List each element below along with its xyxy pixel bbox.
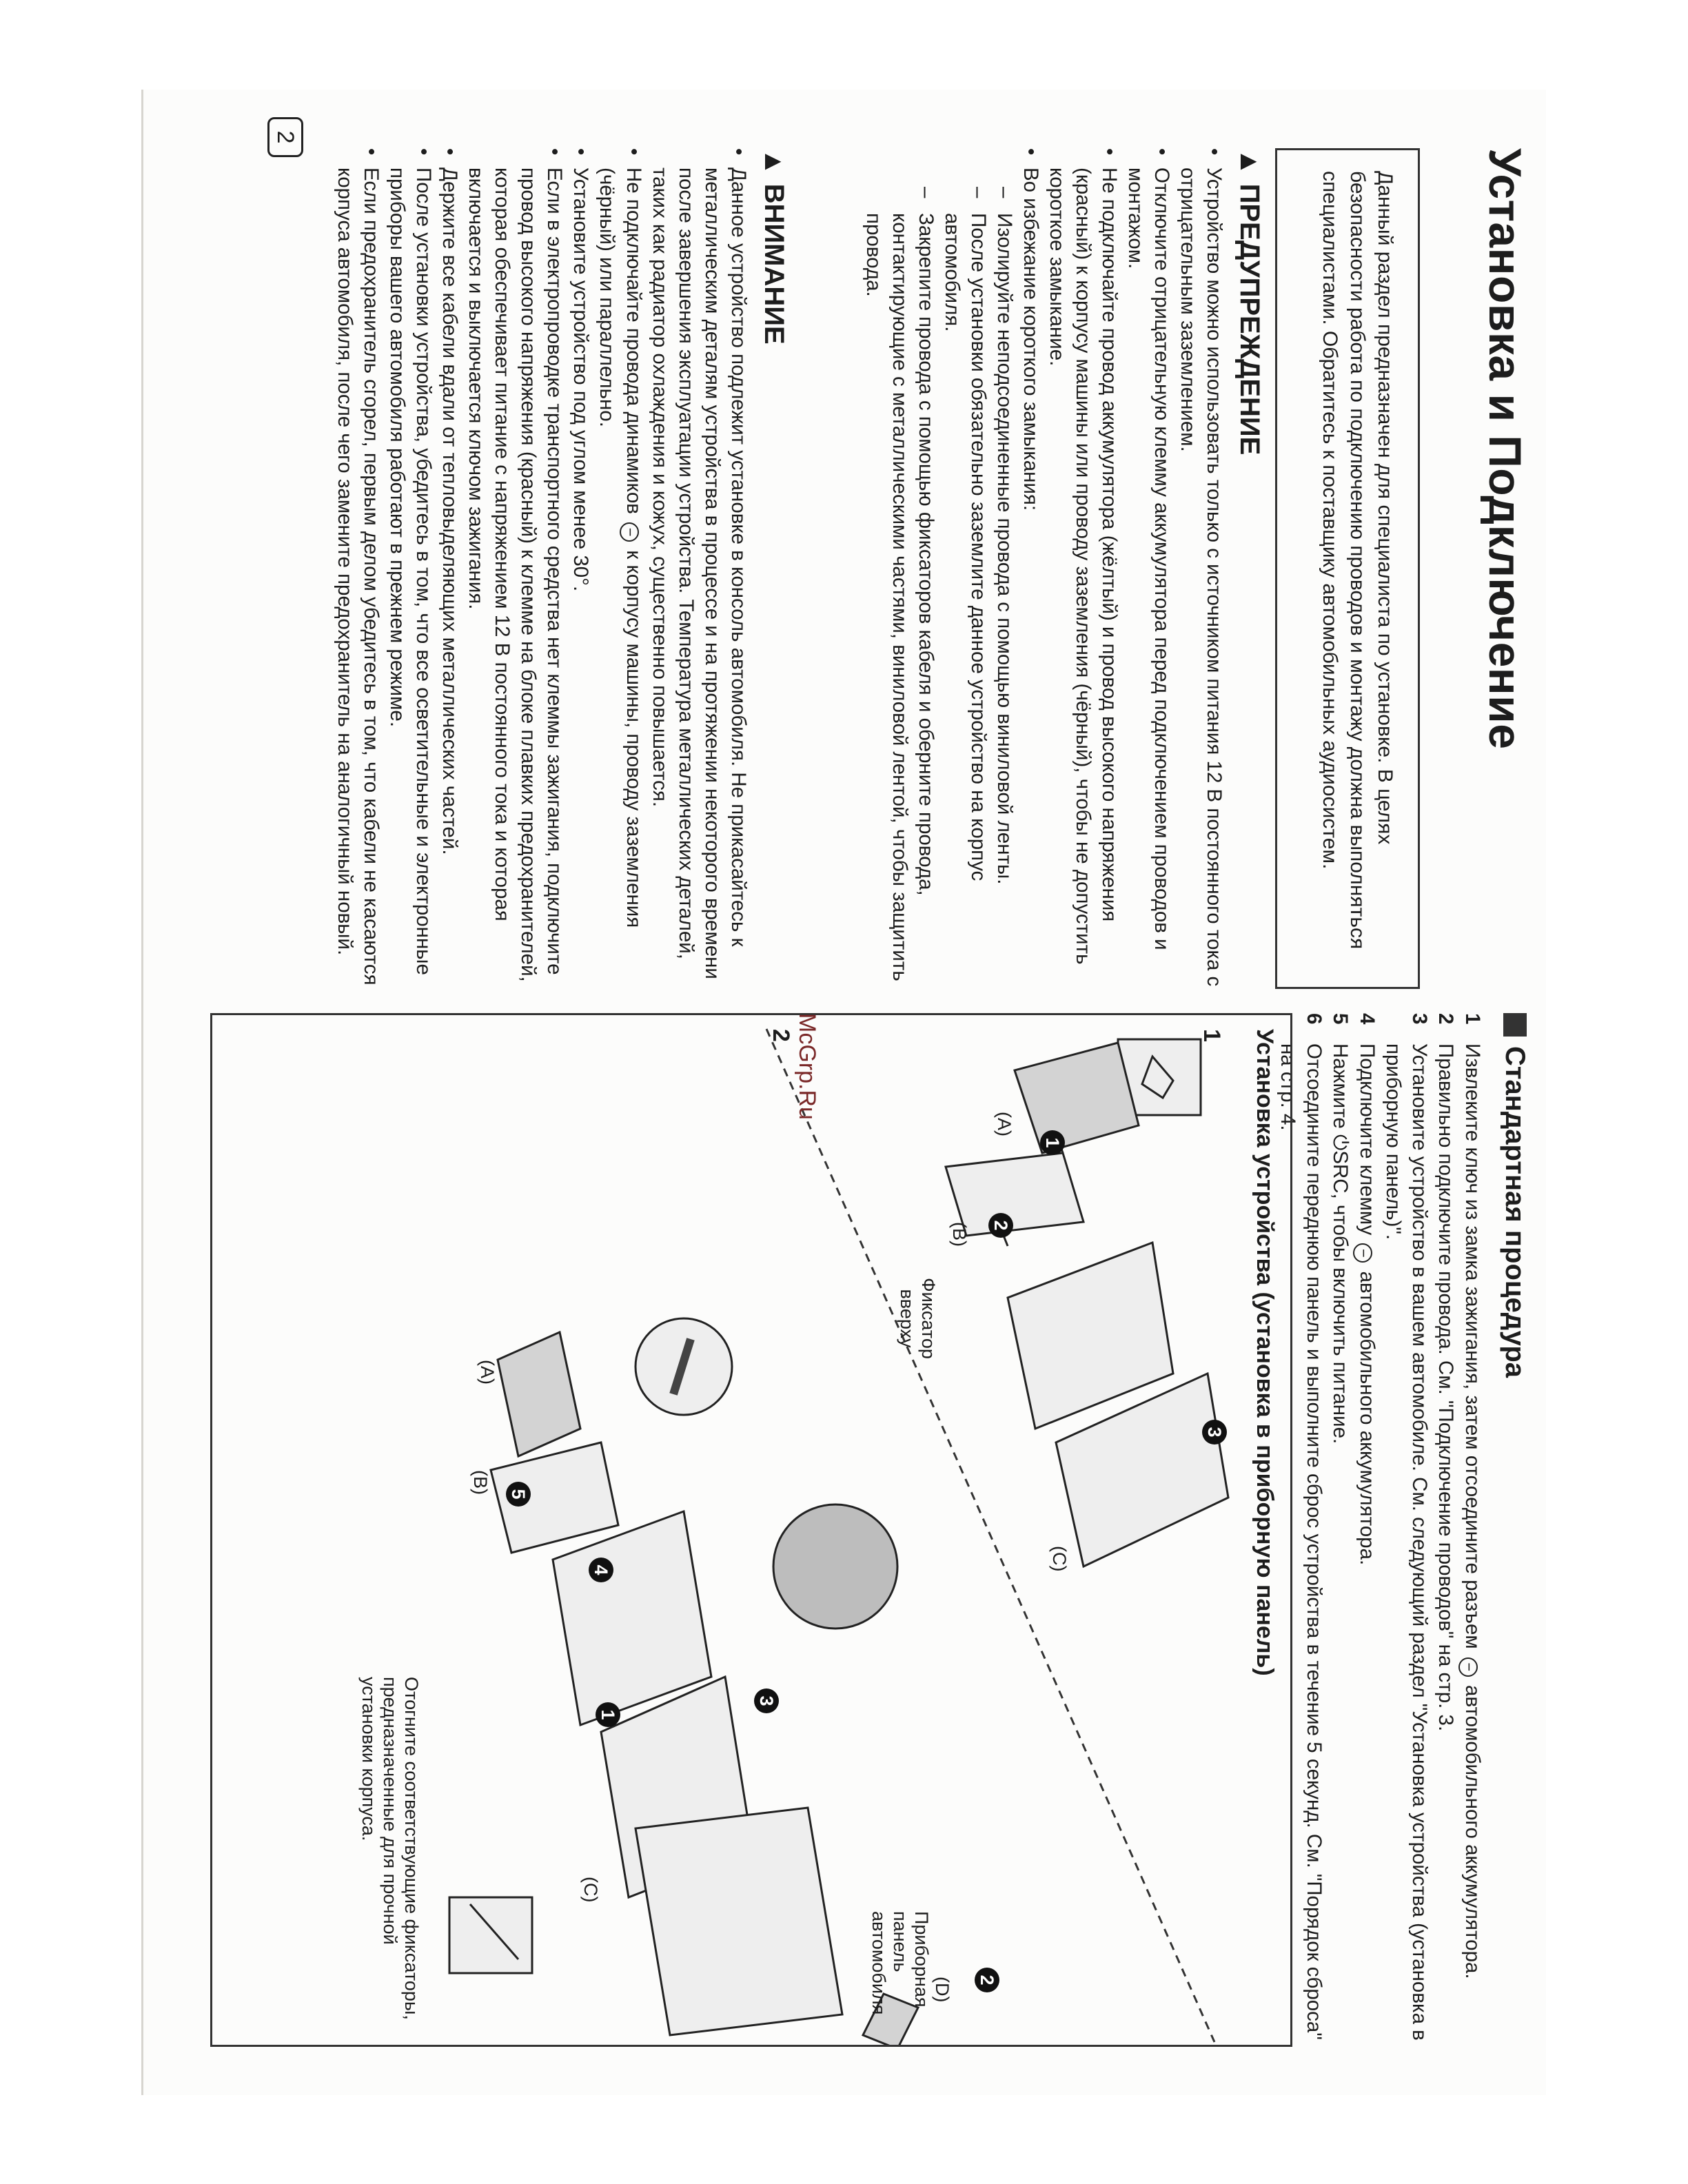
front-panel-a bbox=[1015, 1043, 1139, 1153]
dashboard-opening bbox=[635, 1808, 842, 2035]
page-number: 2 bbox=[267, 117, 303, 157]
sleeve-detail-circle bbox=[773, 1504, 897, 1629]
label-a: (A) bbox=[994, 1112, 1015, 1136]
circle-num: 1 bbox=[1042, 1137, 1063, 1148]
caution-item: • Установите устройство под углом менее 30°. bbox=[567, 148, 593, 1003]
caution-heading: ▲ВНИМАНИЕ bbox=[759, 148, 789, 345]
label-b-step2: (B) bbox=[470, 1470, 491, 1495]
caution-item: • Держите все кабели вдали от тепловыделяющих металлических частей. bbox=[436, 148, 462, 1003]
warning-item: • Отключите отрицательную клемму аккумулятора перед подключением проводов и монтажом. bbox=[1122, 148, 1175, 1003]
circle-num: 3 bbox=[756, 1695, 777, 1706]
bend-tabs-note: Отогните соответствующие фиксаторы, предназначенные для прочной установки корпуса. bbox=[358, 1677, 422, 2020]
intro-box bbox=[1275, 148, 1420, 989]
install-step-number: 1 bbox=[1199, 1029, 1225, 1042]
standard-procedure-steps bbox=[1274, 1013, 1485, 2061]
caution-body bbox=[332, 148, 751, 1003]
intro-text: Данный раздел предназначен для специалиста по установке. В целях безопасности работа по подключению проводов и монтажу должна выполняться специалистами. Обратитесь к поставщику автомобильных аудиосистем. bbox=[1319, 171, 1396, 950]
standard-procedure-heading: Стандартная процедура bbox=[1499, 1013, 1530, 1378]
latch-up-label: Фиксатор вверху bbox=[897, 1278, 939, 1359]
warning-subitem: – Изолируйте неподсоединенные провода с помощью виниловой ленты. bbox=[991, 187, 1017, 1003]
minus-terminal-icon: − bbox=[1353, 1243, 1372, 1263]
warning-triangle-icon: ▲ bbox=[1234, 148, 1265, 176]
caution-item: • Если предохранитель сгорел, первым делом убедитесь в том, что кабели не касаются корпуса автомобиля, после чего замените предохранитель на аналогичный новый. bbox=[332, 148, 384, 1003]
minus-terminal-icon: − bbox=[1458, 1657, 1478, 1677]
procedure-step: 5 Нажмите ⏻SRC, чтобы включить питание. bbox=[1329, 1013, 1352, 1445]
warning-section bbox=[860, 148, 1265, 1003]
caution-item: • Если в электропроводке транспортного средства нет клеммы зажигания, подключите провод высокого напряжения (красный) к клемме на блоке плавких предохранителей, которая обеспечивает питание с напряжением 12 В постоянного тока и которая включается и выключается ключом зажигания. bbox=[462, 148, 567, 1003]
caution-item: • Данное устройство подлежит установке в консоль автомобиля. Не прикасайтесь к металлическим деталям устройства в процессе и на протяжении некоторого времени после завершения эксплуатации устройства. Температура металлических деталей, таких как радиатор охлаждения и кожух, существенно повышается. bbox=[647, 148, 751, 1003]
install-step-number: 2 bbox=[768, 1029, 794, 1042]
minus-terminal-icon: − bbox=[620, 522, 639, 542]
procedure-step: 1 Извлеките ключ из замка зажигания, затем отсоедините разъем − автомобильного аккумулятора. bbox=[1458, 1013, 1485, 2061]
warning-heading: ▲ПРЕДУПРЕЖДЕНИЕ bbox=[1234, 148, 1265, 456]
warning-body bbox=[860, 148, 1227, 1003]
watermark: McGrp.Ru bbox=[794, 1013, 820, 1120]
warning-item: • Во избежание короткого замыкания: – Изолируйте неподсоединенные провода с помощью виниловой ленты. – После установки обязательно заземлите данное устройство на корпус автомобиля. – Закрепите провода с помощью фиксаторов кабеля и оберните провода, контактирующие с металлическими частями, виниловой лентой, чтобы защитить провода. bbox=[860, 148, 1044, 1003]
warning-item: • Не подключайте провод аккумулятора (жёлтый) и провод высокого напряжения (красный) к корпусу машины или проводу заземления (чёрный), чтобы не допустить короткое замыкание. bbox=[1044, 148, 1122, 1003]
circle-num: 5 bbox=[508, 1489, 529, 1500]
label-d: (D) bbox=[932, 1977, 953, 2003]
circle-num: 4 bbox=[591, 1564, 611, 1575]
label-a-step2: (A) bbox=[477, 1360, 498, 1385]
installation-box bbox=[210, 1013, 1292, 2047]
procedure-step: 3 Установите устройство в вашем автомобиле. См. следующий раздел "Установка устройства (установка в приборную панель)". bbox=[1382, 1013, 1431, 2041]
circle-num: 3 bbox=[1204, 1427, 1225, 1438]
section-square-icon bbox=[1503, 1013, 1527, 1037]
circle-num: 1 bbox=[598, 1709, 618, 1720]
manual-page bbox=[141, 90, 1544, 2095]
caution-item: • После установки устройства, убедитесь в том, что все осветительные и электронные приборы вашего автомобиля работают в прежнем режиме. bbox=[384, 148, 436, 1003]
caution-triangle-icon: ▲ bbox=[759, 148, 789, 176]
caution-item: • Не подключайте провода динамиков − к корпусу машины, проводу заземления (чёрный) или параллельно. bbox=[593, 148, 647, 1003]
step1-illustration bbox=[946, 1039, 1228, 1566]
label-c-step2: (C) bbox=[580, 1877, 601, 1903]
procedure-step: 6 Отсоедините переднюю панель и выполните сброс устройства в течение 5 секунд. См. "Порядок сброса" на стр. 4. bbox=[1277, 1013, 1325, 2040]
warning-subitem: – После установки обязательно заземлите данное устройство на корпус автомобиля. bbox=[939, 187, 991, 1003]
page-title: Установка и Подключение bbox=[1480, 148, 1531, 750]
label-c: (C) bbox=[1049, 1546, 1070, 1572]
warning-subitem: – Закрепите провода с помощью фиксаторов кабеля и оберните провода, контактирующие с металлическими частями, виниловой лентой, чтобы защитить провода. bbox=[860, 187, 939, 1003]
circle-num: 2 bbox=[990, 1220, 1011, 1231]
circle-num: 2 bbox=[977, 1974, 997, 1986]
procedure-step: 4 Подключите клемму − автомобильного аккумулятора. bbox=[1353, 1013, 1380, 2061]
caution-section bbox=[332, 148, 789, 1003]
front-panel-a-step2 bbox=[498, 1332, 580, 1456]
label-b: (B) bbox=[949, 1222, 970, 1247]
installation-heading: Установка устройства (установка в приборную панель) bbox=[1252, 1029, 1278, 1676]
dashboard-label: Приборная панель автомобиля bbox=[868, 1911, 932, 2015]
procedure-step: 2 Правильно подключите провода. См. "Подключение проводов" на стр. 3. bbox=[1434, 1013, 1457, 1732]
warning-item: • Устройство можно использовать только с источником питания 12 В постоянного тока с отрицательным заземлением. bbox=[1175, 148, 1227, 1003]
bend-tabs-detail bbox=[449, 1897, 532, 1973]
